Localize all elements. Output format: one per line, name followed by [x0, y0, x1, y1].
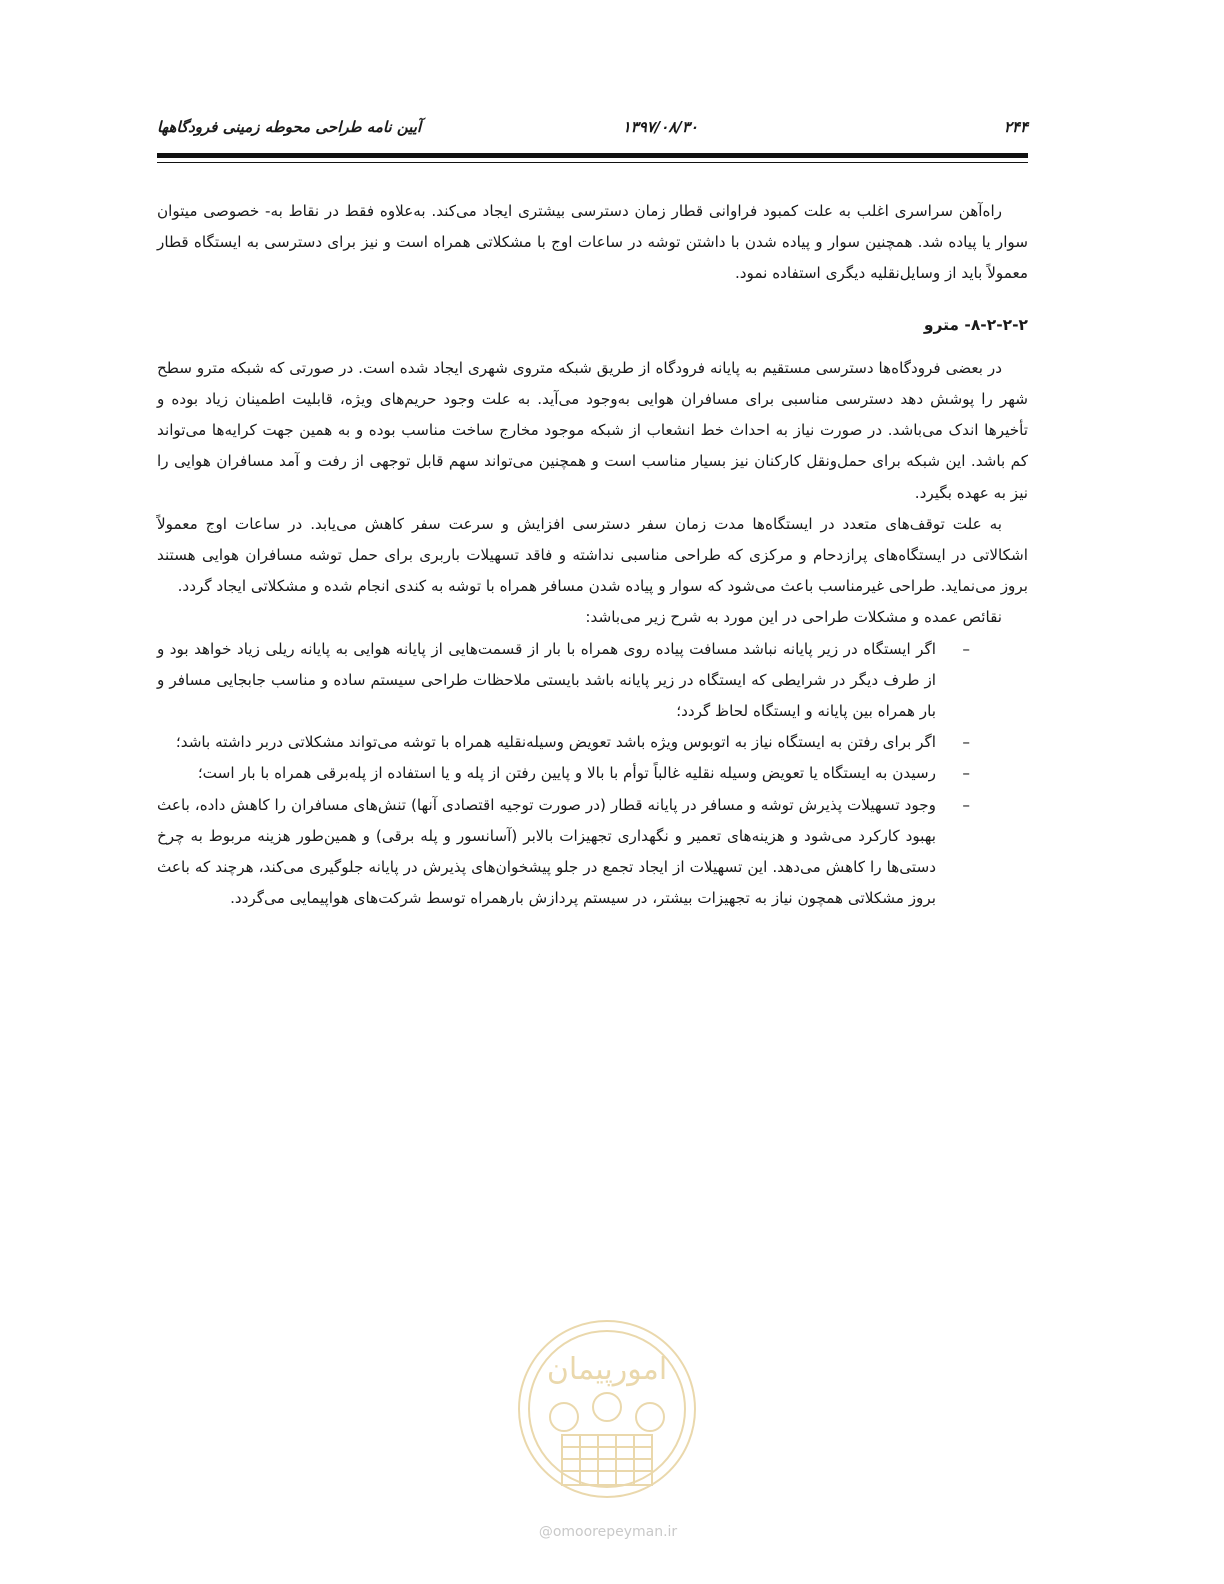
list-item	[157, 790, 1028, 915]
header-page-number: ۲۴۴	[1003, 118, 1028, 136]
header-rule-thin	[157, 162, 1028, 163]
watermark-url: @omoorepeyman.ir	[538, 1524, 678, 1540]
list-item-text: وجود تسهیلات پذیرش توشه و مسافر در پایانه قطار (در صورت توجیه اقتصادی آنها) تنش‌های مسافران را کاهش داده، باعث بهبود کارکرد می‌شود و هزینه‌های تعمیر و نگهداری تجهیزات بالابر (آسانسور و پله برقی) و همین‌طور هزینه مربوط به چرخ دستی‌ها را کاهش می‌دهد. این تسهیلات از ایجاد تجمع در جلو پیشخوان‌های پذیرش در پایانه جلوگیری می‌کند، هرچند که باعث بروز مشکلاتی همچون نیاز به تجهیزات بیشتر، در سیستم پردازش بارهمراه توسط شرکت‌های هواپیمایی می‌گردد.	[157, 795, 936, 908]
document-body	[157, 196, 1028, 914]
list-item-text: اگر ایستگاه در زیر پایانه نباشد مسافت پیاده روی همراه با بار از قسمت‌هایی از پایانه هوایی به پایانه ریلی زیاد خواهد بود و از طرف دیگر در شرایطی که ایستگاه در زیر پایانه باشد بایستی ملاحظات طراحی سیستم ساده و مناسب جابجایی مسافر و بار همراه بین پایانه و ایستگاه لحاظ گردد؛	[157, 639, 936, 721]
bullet-dash: –	[962, 733, 970, 752]
header-rule-thick	[157, 153, 1028, 158]
paragraph-railway: راه‌آهن سراسری اغلب به علت کمبود فراوانی قطار زمان دسترسی بیشتری ایجاد می‌کند. به‌علاوه فقط در نقاط به- خصوصی میتوان سوار یا پیاده شد. همچنین سوار و پیاده شدن با داشتن توشه در ساعات اوج با مشکلاتی همراه است و نیز برای دسترسی به ایستگاه قطار معمولاً باید از وسایل‌نقلیه دیگری استفاده نمود.	[157, 202, 1028, 283]
watermark-logo-icon	[512, 1317, 702, 1512]
list-item	[157, 758, 1028, 789]
section-heading-metro: ۸-۲-۲-۲- مترو	[923, 315, 1028, 334]
bullet-dash: –	[962, 795, 970, 814]
header-title: آیین نامه طراحی محوطه زمینی فرودگاهها	[157, 118, 422, 136]
list-item-text: رسیدن به ایستگاه یا تعویض وسیله نقلیه غالباً توأم با بالا و پایین رفتن از پله و یا استفاده از پله‌برقی همراه با بار است؛	[197, 764, 936, 783]
list-item-text: اگر برای رفتن به ایستگاه نیاز به اتوبوس ویژه باشد تعویض وسیله‌نقلیه همراه با توشه می‌تواند مشکلاتی دربر داشته باشد؛	[175, 733, 936, 752]
list-item	[157, 634, 1028, 728]
page-header	[157, 118, 1028, 148]
header-date: ۱۳۹۷/۰۸/۳۰	[622, 118, 698, 136]
paragraph-metro-access: در بعضی فرودگاه‌ها دسترسی مستقیم به پایانه فرودگاه از طریق شبکه متروی شهری ایجاد شده است. در صورتی که شبکه مترو سطح شهر را پوشش دهد دسترسی مناسبی برای مسافران هوایی به‌وجود می‌آید. به علت وجود حریم‌های ویژه، قابلیت اطمینان زیاد بوده و تأخیرها اندک می‌باشد. در صورت نیاز به احداث خط انشعاب از شبکه موجود مخارج ساخت مناسب بوده و به همین جهت کرایه‌ها می‌تواند کم باشد. این شبکه برای حمل‌ونقل کارکنان نیز بسیار مناسب است و همچنین می‌تواند سهم قابل توجهی از رفت و آمد مسافران هوایی را نیز به عهده بگیرد.	[157, 358, 1028, 502]
watermark-logo-text: امورپیمان	[546, 1352, 668, 1387]
bullet-dash: –	[962, 639, 970, 658]
paragraph-metro-stops: به علت توقف‌های متعدد در ایستگاه‌ها مدت زمان سفر دسترسی افزایش و سرعت سفر کاهش می‌یابد. در ساعات اوج معمولاً اشکالاتی در ایستگاه‌های پرازدحام و مرکزی که طراحی مناسبی نداشته و فاقد تسهیلات باربری برای حمل توشه مسافران هوایی هستند بروز می‌نماید. طراحی غیرمناسب باعث می‌شود که سوار و پیاده شدن مسافر همراه با توشه به کندی انجام شده و مشکلاتی ایجاد گردد.	[157, 514, 1028, 596]
design-issues-list	[157, 634, 1028, 915]
paragraph-design-issues-intro: نقائص عمده و مشکلات طراحی در این مورد به شرح زیر می‌باشد:	[585, 608, 1002, 627]
bullet-dash: –	[962, 764, 970, 783]
list-item	[157, 727, 1028, 758]
